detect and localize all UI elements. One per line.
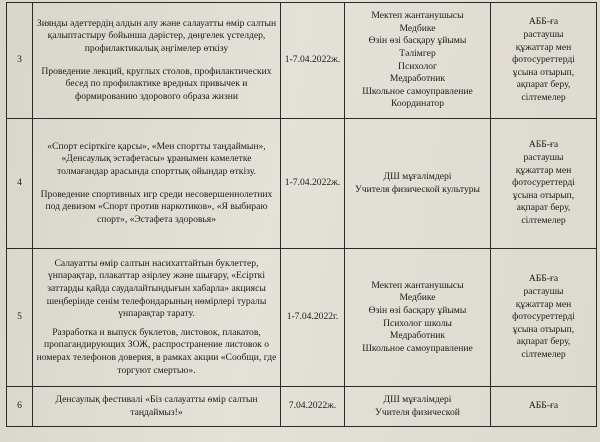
row-number: 4 <box>7 119 33 249</box>
event-russian-text: Проведение спортивных игр среди несовершеннолетних под девизом «Спорт против наркотиков», «Я выбираю спорт», «Эстафета здоровья» <box>40 188 273 225</box>
event-kazakh-text: «Спорт есірткіге қарсы», «Мен спортты таңдаймын», «Денсаулық эстафетасы» ұранымен кәмелетке толмағандар арасында спорттық ойындар өткізу. <box>47 140 266 177</box>
responsible-item: Координатор <box>390 98 444 110</box>
event-kazakh-text: Салауатты өмір салтын насихаттайтын буклеттер, үнпарақтар, плакаттар әзірлеу және шығару, «Есірткі заттарды қайда саудалайтындығын хабарла» акциясы шеңберінде сенім телефондарының нөмірлері туралы үнпарақтар тарату. <box>46 257 267 320</box>
responsible-item: Школьное самоуправление <box>362 85 473 97</box>
form-item: ақпарат беру, <box>516 202 571 214</box>
responsible-list <box>345 3 491 119</box>
form-item: құжаттар мен <box>515 298 572 310</box>
form-item: растаушы <box>523 285 564 297</box>
event-date: 7.04.2022ж. <box>281 387 345 427</box>
event-date: 1-7.04.2022ж. <box>281 119 345 249</box>
completion-form <box>491 387 597 427</box>
form-item: фотосуреттерді <box>512 177 575 189</box>
event-russian-text: Проведение лекций, круглых столов, профилактических бесед по профилактике вредных привычек и формированию здорового образа жизни <box>41 65 272 102</box>
event-kazakh-text: Денсаулық фестивалі «Біз салауатты өмір салтын таңдаймыз!» <box>55 393 258 418</box>
responsible-item: ДШ мұғалімдері <box>383 393 452 405</box>
responsible-item: Медбике <box>399 22 436 34</box>
form-item: растаушы <box>523 28 564 40</box>
table-row <box>7 387 597 427</box>
responsible-item: Психолог <box>398 60 437 72</box>
responsible-item: Өзін өзі басқару ұйымы <box>368 304 467 316</box>
responsible-item: Өзін өзі басқару ұйымы <box>368 35 467 47</box>
responsible-item: Учителя физической <box>375 406 460 418</box>
responsible-item: Мектеп жантанушысы <box>371 9 464 21</box>
event-date: 1-7.04.2022ж. <box>281 3 345 119</box>
completion-form <box>491 119 597 249</box>
row-number: 3 <box>7 3 33 119</box>
responsible-item: Мектеп жантанушысы <box>371 279 464 291</box>
responsible-list <box>345 249 491 387</box>
form-item: АББ-ға <box>528 16 559 28</box>
table-row <box>7 3 597 119</box>
form-item: фотосуреттерді <box>512 54 575 66</box>
responsible-item: Медбике <box>399 292 436 304</box>
form-item: ұсына отырып, <box>512 323 575 335</box>
event-description <box>33 249 281 387</box>
event-plan-table <box>6 2 597 427</box>
responsible-list <box>345 387 491 427</box>
completion-form <box>491 249 597 387</box>
form-item: ұсына отырып, <box>512 66 575 78</box>
form-item: ақпарат беру, <box>516 79 571 91</box>
event-description <box>33 119 281 249</box>
responsible-item: Медработник <box>389 73 446 85</box>
responsible-item: ДШ мұғалімдері <box>383 170 452 182</box>
responsible-item: Тәлімгер <box>399 47 436 59</box>
form-item: ақпарат беру, <box>516 336 571 348</box>
form-item: сілтемелер <box>521 349 566 361</box>
form-item: АББ-ға <box>528 400 559 412</box>
form-item: растаушы <box>523 151 564 163</box>
event-date: 1-7.04.2022г. <box>281 249 345 387</box>
form-item: АББ-ға <box>528 139 559 151</box>
event-description <box>33 387 281 427</box>
responsible-item: Медработник <box>389 330 446 342</box>
responsible-item: Психолог школы <box>383 317 452 329</box>
form-item: ұсына отырып, <box>512 189 575 201</box>
row-number: 6 <box>7 387 33 427</box>
form-item: сілтемелер <box>521 215 566 227</box>
responsible-item: Учителя физической культуры <box>355 183 480 195</box>
form-item: құжаттар мен <box>515 41 572 53</box>
completion-form <box>491 3 597 119</box>
table-row <box>7 119 597 249</box>
row-number: 5 <box>7 249 33 387</box>
responsible-item: Школьное самоуправление <box>362 342 473 354</box>
table-row <box>7 249 597 387</box>
event-description <box>33 3 281 119</box>
event-kazakh-text: Зиянды әдеттердің алдын алу және салауатты өмір салтын қалыптастыру бойынша дәрістер, дөңгелек үстелдер, профилактикалық әңгімелер өткізу <box>36 17 277 54</box>
responsible-list <box>345 119 491 249</box>
form-item: АББ-ға <box>528 273 559 285</box>
form-item: құжаттар мен <box>515 164 572 176</box>
form-item: сілтемелер <box>521 92 566 104</box>
event-russian-text: Разработка и выпуск буклетов, листовок, плакатов, пропагандирующих ЗОЖ, распространение листовок о номерах телефонов доверия, в рамках акции «Сообщи, где торгуют смертью». <box>36 326 277 376</box>
form-item: фотосуреттерді <box>512 311 575 323</box>
